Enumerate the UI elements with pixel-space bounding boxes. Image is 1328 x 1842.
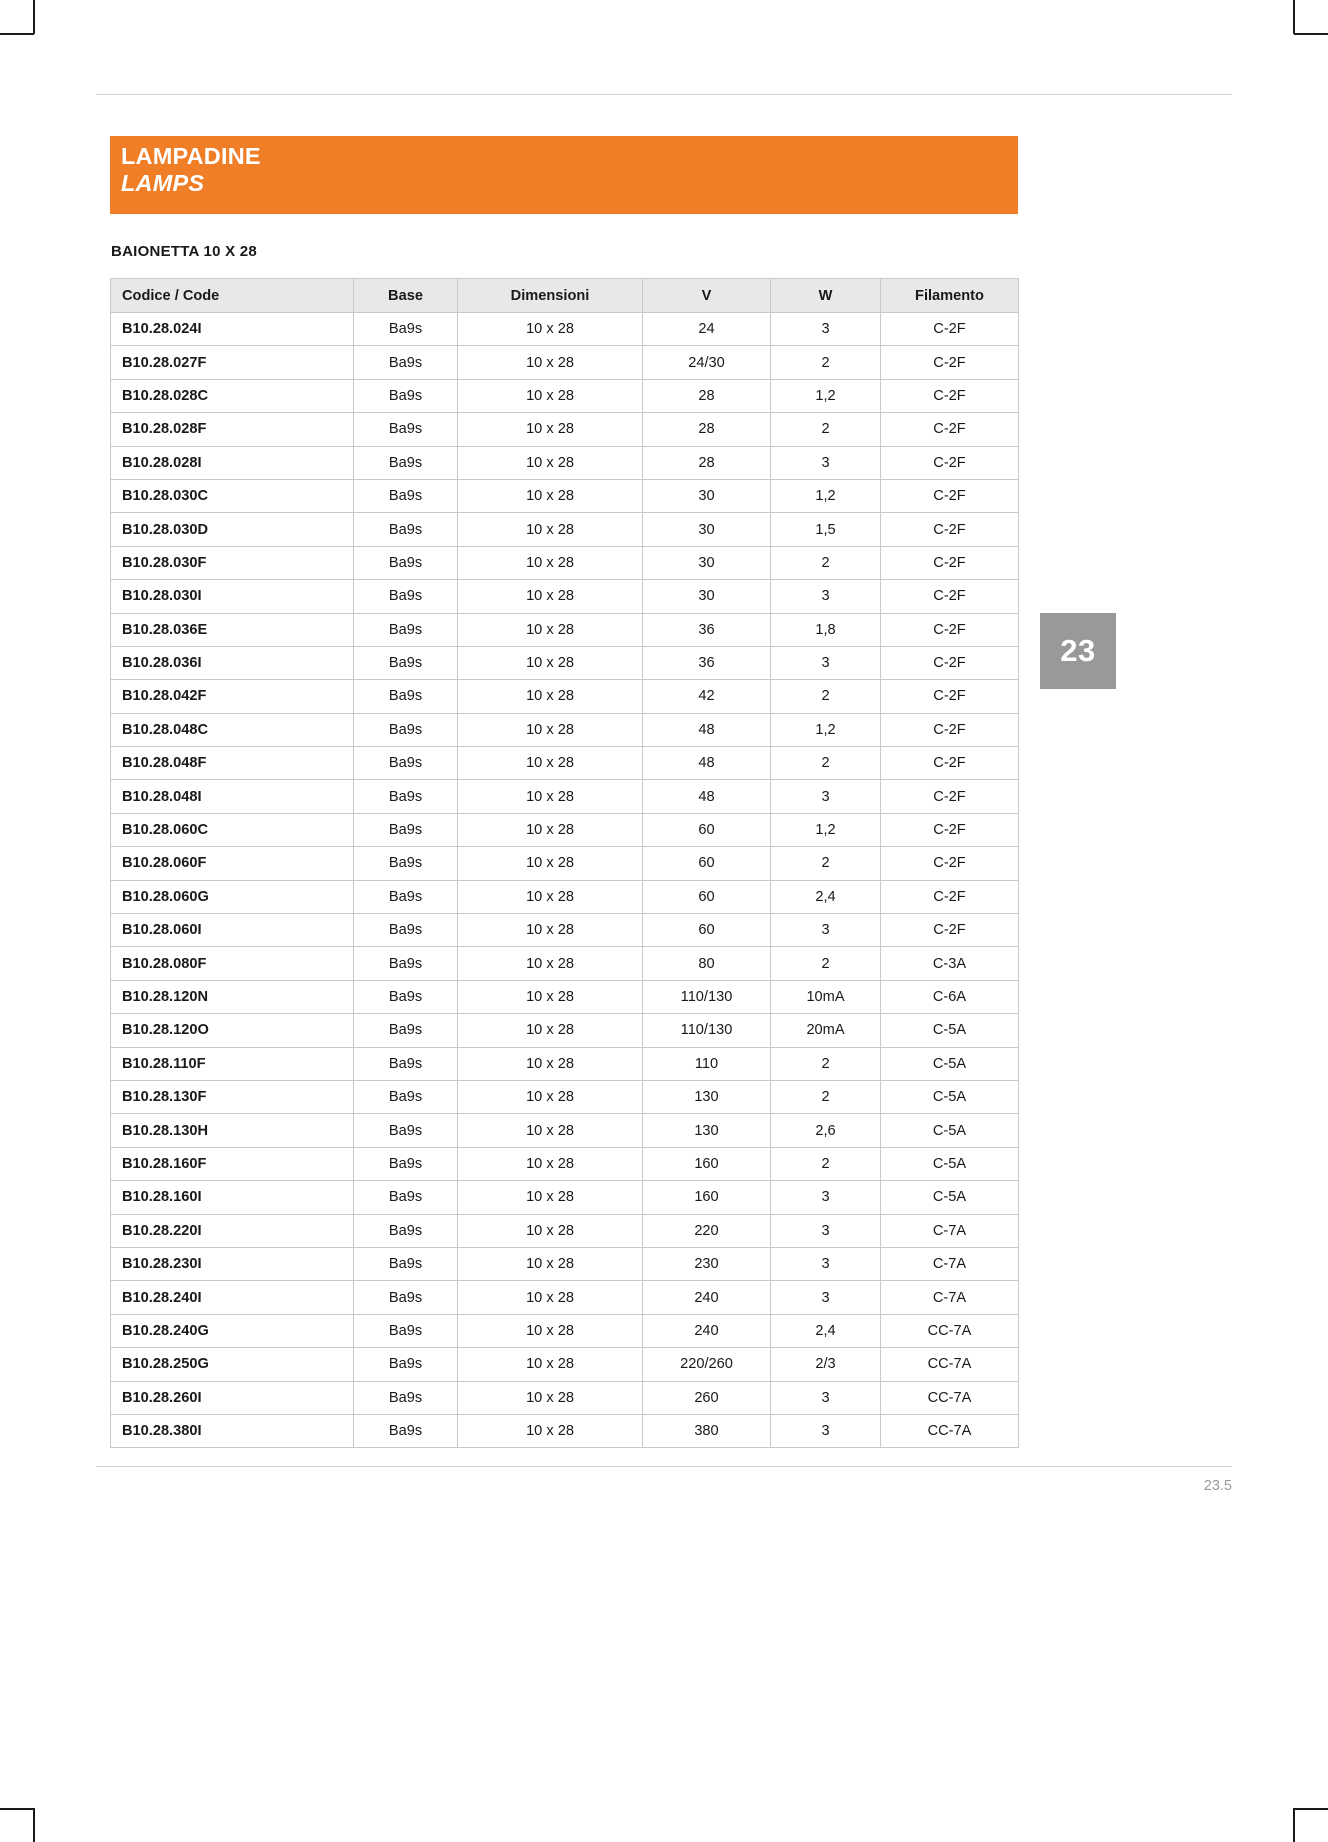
cell-dimensioni: 10 x 28 <box>458 1314 643 1347</box>
cell-code: B10.28.260I <box>111 1381 354 1414</box>
cell-wattage: 3 <box>771 1381 881 1414</box>
cell-wattage: 1,2 <box>771 713 881 746</box>
cell-filamento: C-2F <box>881 379 1019 412</box>
table-row <box>111 1181 1019 1214</box>
table-row <box>111 379 1019 412</box>
cell-base: Ba9s <box>354 1181 458 1214</box>
crop-mark-bottom-left <box>0 1808 34 1810</box>
cell-filamento: C-2F <box>881 713 1019 746</box>
cell-voltage: 240 <box>643 1281 771 1314</box>
cell-base: Ba9s <box>354 546 458 579</box>
crop-mark-bottom-left <box>33 1808 35 1842</box>
cell-wattage: 2 <box>771 1080 881 1113</box>
cell-filamento: C-3A <box>881 947 1019 980</box>
table-row <box>111 980 1019 1013</box>
cell-wattage: 1,8 <box>771 613 881 646</box>
cell-wattage: 2 <box>771 1047 881 1080</box>
table-row <box>111 1281 1019 1314</box>
cell-base: Ba9s <box>354 680 458 713</box>
cell-dimensioni: 10 x 28 <box>458 847 643 880</box>
cell-base: Ba9s <box>354 1381 458 1414</box>
cell-wattage: 3 <box>771 1214 881 1247</box>
cell-filamento: C-2F <box>881 813 1019 846</box>
cell-filamento: CC-7A <box>881 1314 1019 1347</box>
cell-voltage: 48 <box>643 780 771 813</box>
cell-filamento: C-2F <box>881 747 1019 780</box>
cell-dimensioni: 10 x 28 <box>458 1414 643 1447</box>
cell-code: B10.28.030D <box>111 513 354 546</box>
cell-filamento: C-2F <box>881 546 1019 579</box>
cell-code: B10.28.048C <box>111 713 354 746</box>
crop-mark-top-right <box>1293 0 1295 34</box>
cell-base: Ba9s <box>354 847 458 880</box>
cell-base: Ba9s <box>354 646 458 679</box>
cell-wattage: 3 <box>771 446 881 479</box>
cell-wattage: 2 <box>771 747 881 780</box>
cell-base: Ba9s <box>354 813 458 846</box>
cell-base: Ba9s <box>354 1314 458 1347</box>
cell-code: B10.28.036E <box>111 613 354 646</box>
cell-dimensioni: 10 x 28 <box>458 1214 643 1247</box>
cell-dimensioni: 10 x 28 <box>458 1381 643 1414</box>
cell-base: Ba9s <box>354 1348 458 1381</box>
cell-filamento: C-2F <box>881 847 1019 880</box>
cell-dimensioni: 10 x 28 <box>458 646 643 679</box>
cell-code: B10.28.130H <box>111 1114 354 1147</box>
cell-filamento: C-5A <box>881 1080 1019 1113</box>
cell-base: Ba9s <box>354 1414 458 1447</box>
cell-voltage: 160 <box>643 1181 771 1214</box>
cell-code: B10.28.042F <box>111 680 354 713</box>
cell-code: B10.28.048I <box>111 780 354 813</box>
cell-voltage: 60 <box>643 813 771 846</box>
cell-voltage: 48 <box>643 713 771 746</box>
cell-wattage: 1,2 <box>771 379 881 412</box>
cell-code: B10.28.036I <box>111 646 354 679</box>
cell-filamento: C-5A <box>881 1181 1019 1214</box>
cell-base: Ba9s <box>354 513 458 546</box>
table-row <box>111 1314 1019 1347</box>
cell-base: Ba9s <box>354 379 458 412</box>
cell-voltage: 240 <box>643 1314 771 1347</box>
cell-wattage: 3 <box>771 780 881 813</box>
cell-filamento: C-2F <box>881 446 1019 479</box>
table-row <box>111 747 1019 780</box>
cell-code: B10.28.060C <box>111 813 354 846</box>
cell-dimensioni: 10 x 28 <box>458 680 643 713</box>
cell-base: Ba9s <box>354 947 458 980</box>
cell-base: Ba9s <box>354 313 458 346</box>
crop-mark-top-left <box>33 0 35 34</box>
column-header-base: Base <box>354 279 458 313</box>
cell-dimensioni: 10 x 28 <box>458 1080 643 1113</box>
cell-wattage: 2 <box>771 546 881 579</box>
cell-voltage: 220 <box>643 1214 771 1247</box>
cell-filamento: C-7A <box>881 1214 1019 1247</box>
column-header-code: Codice / Code <box>111 279 354 313</box>
cell-dimensioni: 10 x 28 <box>458 713 643 746</box>
cell-wattage: 2 <box>771 680 881 713</box>
cell-voltage: 28 <box>643 413 771 446</box>
cell-voltage: 48 <box>643 747 771 780</box>
table-row <box>111 813 1019 846</box>
cell-code: B10.28.048F <box>111 747 354 780</box>
cell-dimensioni: 10 x 28 <box>458 980 643 1013</box>
table-row <box>111 513 1019 546</box>
footer-rule <box>96 1466 1232 1467</box>
cell-voltage: 24/30 <box>643 346 771 379</box>
banner-title-italian: LAMPADINE <box>121 143 261 169</box>
table-row <box>111 413 1019 446</box>
cell-wattage: 2/3 <box>771 1348 881 1381</box>
cell-filamento: C-5A <box>881 1047 1019 1080</box>
cell-base: Ba9s <box>354 413 458 446</box>
column-header-dimensioni: Dimensioni <box>458 279 643 313</box>
cell-voltage: 230 <box>643 1247 771 1280</box>
column-header-filamento: Filamento <box>881 279 1019 313</box>
cell-wattage: 2 <box>771 413 881 446</box>
cell-wattage: 3 <box>771 313 881 346</box>
cell-voltage: 30 <box>643 513 771 546</box>
cell-filamento: C-2F <box>881 346 1019 379</box>
table-row <box>111 613 1019 646</box>
cell-filamento: C-2F <box>881 646 1019 679</box>
cell-voltage: 42 <box>643 680 771 713</box>
table-row <box>111 313 1019 346</box>
table-row <box>111 1047 1019 1080</box>
table-row <box>111 346 1019 379</box>
cell-voltage: 130 <box>643 1080 771 1113</box>
table-header <box>111 279 1019 313</box>
cell-base: Ba9s <box>354 880 458 913</box>
cell-dimensioni: 10 x 28 <box>458 1147 643 1180</box>
cell-dimensioni: 10 x 28 <box>458 379 643 412</box>
cell-dimensioni: 10 x 28 <box>458 1114 643 1147</box>
cell-voltage: 36 <box>643 646 771 679</box>
table-body <box>111 313 1019 1448</box>
cell-voltage: 30 <box>643 479 771 512</box>
cell-filamento: C-2F <box>881 413 1019 446</box>
cell-filamento: C-7A <box>881 1247 1019 1280</box>
cell-voltage: 30 <box>643 546 771 579</box>
crop-mark-bottom-right <box>1293 1808 1295 1842</box>
cell-code: B10.28.028F <box>111 413 354 446</box>
cell-wattage: 1,5 <box>771 513 881 546</box>
cell-voltage: 220/260 <box>643 1348 771 1381</box>
cell-dimensioni: 10 x 28 <box>458 413 643 446</box>
cell-dimensioni: 10 x 28 <box>458 780 643 813</box>
table-header-row <box>111 279 1019 313</box>
cell-wattage: 2,4 <box>771 880 881 913</box>
page-section-tab: 23 <box>1040 613 1116 689</box>
cell-filamento: C-5A <box>881 1014 1019 1047</box>
cell-voltage: 28 <box>643 379 771 412</box>
table-row <box>111 546 1019 579</box>
cell-filamento: CC-7A <box>881 1381 1019 1414</box>
cell-code: B10.28.160F <box>111 1147 354 1180</box>
cell-dimensioni: 10 x 28 <box>458 914 643 947</box>
cell-voltage: 110/130 <box>643 980 771 1013</box>
cell-code: B10.28.120N <box>111 980 354 1013</box>
table-row <box>111 1214 1019 1247</box>
cell-code: B10.28.110F <box>111 1047 354 1080</box>
cell-wattage: 1,2 <box>771 813 881 846</box>
cell-wattage: 10mA <box>771 980 881 1013</box>
cell-filamento: C-2F <box>881 613 1019 646</box>
cell-base: Ba9s <box>354 713 458 746</box>
cell-wattage: 1,2 <box>771 479 881 512</box>
cell-voltage: 130 <box>643 1114 771 1147</box>
cell-dimensioni: 10 x 28 <box>458 1014 643 1047</box>
crop-mark-bottom-right <box>1294 1808 1328 1810</box>
table-row <box>111 1247 1019 1280</box>
cell-filamento: C-5A <box>881 1147 1019 1180</box>
cell-code: B10.28.030I <box>111 580 354 613</box>
cell-voltage: 380 <box>643 1414 771 1447</box>
table-row <box>111 680 1019 713</box>
table-row <box>111 1014 1019 1047</box>
table-row <box>111 1381 1019 1414</box>
lamp-spec-table-wrapper <box>110 278 1018 1448</box>
cell-filamento: C-6A <box>881 980 1019 1013</box>
cell-base: Ba9s <box>354 747 458 780</box>
cell-wattage: 2,6 <box>771 1114 881 1147</box>
table-row <box>111 914 1019 947</box>
cell-filamento: CC-7A <box>881 1414 1019 1447</box>
cell-voltage: 110 <box>643 1047 771 1080</box>
cell-voltage: 60 <box>643 880 771 913</box>
cell-filamento: C-2F <box>881 479 1019 512</box>
table-row <box>111 646 1019 679</box>
crop-mark-top-left <box>0 33 34 35</box>
cell-voltage: 28 <box>643 446 771 479</box>
cell-code: B10.28.160I <box>111 1181 354 1214</box>
cell-base: Ba9s <box>354 1014 458 1047</box>
cell-filamento: C-5A <box>881 1114 1019 1147</box>
cell-voltage: 60 <box>643 914 771 947</box>
cell-voltage: 110/130 <box>643 1014 771 1047</box>
cell-code: B10.28.380I <box>111 1414 354 1447</box>
cell-dimensioni: 10 x 28 <box>458 613 643 646</box>
cell-wattage: 3 <box>771 580 881 613</box>
column-header-voltage: V <box>643 279 771 313</box>
cell-code: B10.28.028I <box>111 446 354 479</box>
cell-dimensioni: 10 x 28 <box>458 479 643 512</box>
cell-voltage: 260 <box>643 1381 771 1414</box>
cell-wattage: 3 <box>771 1181 881 1214</box>
cell-code: B10.28.030C <box>111 479 354 512</box>
cell-filamento: C-2F <box>881 780 1019 813</box>
cell-dimensioni: 10 x 28 <box>458 813 643 846</box>
cell-voltage: 36 <box>643 613 771 646</box>
cell-base: Ba9s <box>354 780 458 813</box>
cell-code: B10.28.120O <box>111 1014 354 1047</box>
cell-dimensioni: 10 x 28 <box>458 313 643 346</box>
cell-dimensioni: 10 x 28 <box>458 580 643 613</box>
cell-dimensioni: 10 x 28 <box>458 1047 643 1080</box>
cell-dimensioni: 10 x 28 <box>458 747 643 780</box>
table-row <box>111 713 1019 746</box>
cell-base: Ba9s <box>354 1281 458 1314</box>
cell-base: Ba9s <box>354 1147 458 1180</box>
cell-wattage: 3 <box>771 914 881 947</box>
cell-code: B10.28.060F <box>111 847 354 880</box>
cell-base: Ba9s <box>354 1047 458 1080</box>
cell-base: Ba9s <box>354 1214 458 1247</box>
cell-base: Ba9s <box>354 1247 458 1280</box>
table-row <box>111 479 1019 512</box>
section-caption: BAIONETTA 10 X 28 <box>111 243 257 260</box>
cell-wattage: 20mA <box>771 1014 881 1047</box>
cell-code: B10.28.028C <box>111 379 354 412</box>
cell-dimensioni: 10 x 28 <box>458 346 643 379</box>
cell-base: Ba9s <box>354 980 458 1013</box>
header-rule <box>96 94 1232 95</box>
cell-dimensioni: 10 x 28 <box>458 513 643 546</box>
cell-wattage: 2 <box>771 947 881 980</box>
cell-wattage: 2,4 <box>771 1314 881 1347</box>
table-row <box>111 580 1019 613</box>
cell-base: Ba9s <box>354 446 458 479</box>
cell-dimensioni: 10 x 28 <box>458 880 643 913</box>
cell-base: Ba9s <box>354 613 458 646</box>
cell-code: B10.28.250G <box>111 1348 354 1381</box>
cell-base: Ba9s <box>354 1080 458 1113</box>
cell-voltage: 160 <box>643 1147 771 1180</box>
cell-base: Ba9s <box>354 346 458 379</box>
cell-voltage: 24 <box>643 313 771 346</box>
cell-wattage: 2 <box>771 847 881 880</box>
section-banner <box>110 136 1018 214</box>
cell-wattage: 2 <box>771 1147 881 1180</box>
cell-code: B10.28.080F <box>111 947 354 980</box>
cell-voltage: 60 <box>643 847 771 880</box>
cell-code: B10.28.024I <box>111 313 354 346</box>
cell-code: B10.28.060G <box>111 880 354 913</box>
page-folio: 23.5 <box>1203 1478 1232 1494</box>
table-row <box>111 847 1019 880</box>
cell-dimensioni: 10 x 28 <box>458 1348 643 1381</box>
cell-wattage: 3 <box>771 1414 881 1447</box>
cell-code: B10.28.240G <box>111 1314 354 1347</box>
cell-dimensioni: 10 x 28 <box>458 1181 643 1214</box>
cell-wattage: 3 <box>771 646 881 679</box>
table-row <box>111 780 1019 813</box>
cell-filamento: C-2F <box>881 313 1019 346</box>
cell-filamento: CC-7A <box>881 1348 1019 1381</box>
cell-dimensioni: 10 x 28 <box>458 446 643 479</box>
cell-code: B10.28.220I <box>111 1214 354 1247</box>
cell-code: B10.28.230I <box>111 1247 354 1280</box>
lamp-spec-table <box>110 278 1019 1448</box>
cell-wattage: 2 <box>771 346 881 379</box>
cell-code: B10.28.027F <box>111 346 354 379</box>
cell-wattage: 3 <box>771 1281 881 1314</box>
column-header-wattage: W <box>771 279 881 313</box>
crop-mark-top-right <box>1294 33 1328 35</box>
cell-filamento: C-2F <box>881 880 1019 913</box>
cell-filamento: C-7A <box>881 1281 1019 1314</box>
cell-code: B10.28.060I <box>111 914 354 947</box>
table-row <box>111 947 1019 980</box>
cell-wattage: 3 <box>771 1247 881 1280</box>
cell-base: Ba9s <box>354 1114 458 1147</box>
cell-code: B10.28.240I <box>111 1281 354 1314</box>
banner-title-english: LAMPS <box>121 170 205 196</box>
table-row <box>111 1348 1019 1381</box>
cell-dimensioni: 10 x 28 <box>458 947 643 980</box>
table-row <box>111 1080 1019 1113</box>
cell-code: B10.28.130F <box>111 1080 354 1113</box>
cell-filamento: C-2F <box>881 680 1019 713</box>
cell-dimensioni: 10 x 28 <box>458 546 643 579</box>
table-row <box>111 1147 1019 1180</box>
table-row <box>111 446 1019 479</box>
cell-code: B10.28.030F <box>111 546 354 579</box>
cell-base: Ba9s <box>354 914 458 947</box>
cell-dimensioni: 10 x 28 <box>458 1247 643 1280</box>
table-row <box>111 880 1019 913</box>
cell-base: Ba9s <box>354 580 458 613</box>
cell-voltage: 80 <box>643 947 771 980</box>
cell-dimensioni: 10 x 28 <box>458 1281 643 1314</box>
table-row <box>111 1114 1019 1147</box>
cell-filamento: C-2F <box>881 914 1019 947</box>
cell-filamento: C-2F <box>881 513 1019 546</box>
table-row <box>111 1414 1019 1447</box>
cell-filamento: C-2F <box>881 580 1019 613</box>
cell-base: Ba9s <box>354 479 458 512</box>
cell-voltage: 30 <box>643 580 771 613</box>
